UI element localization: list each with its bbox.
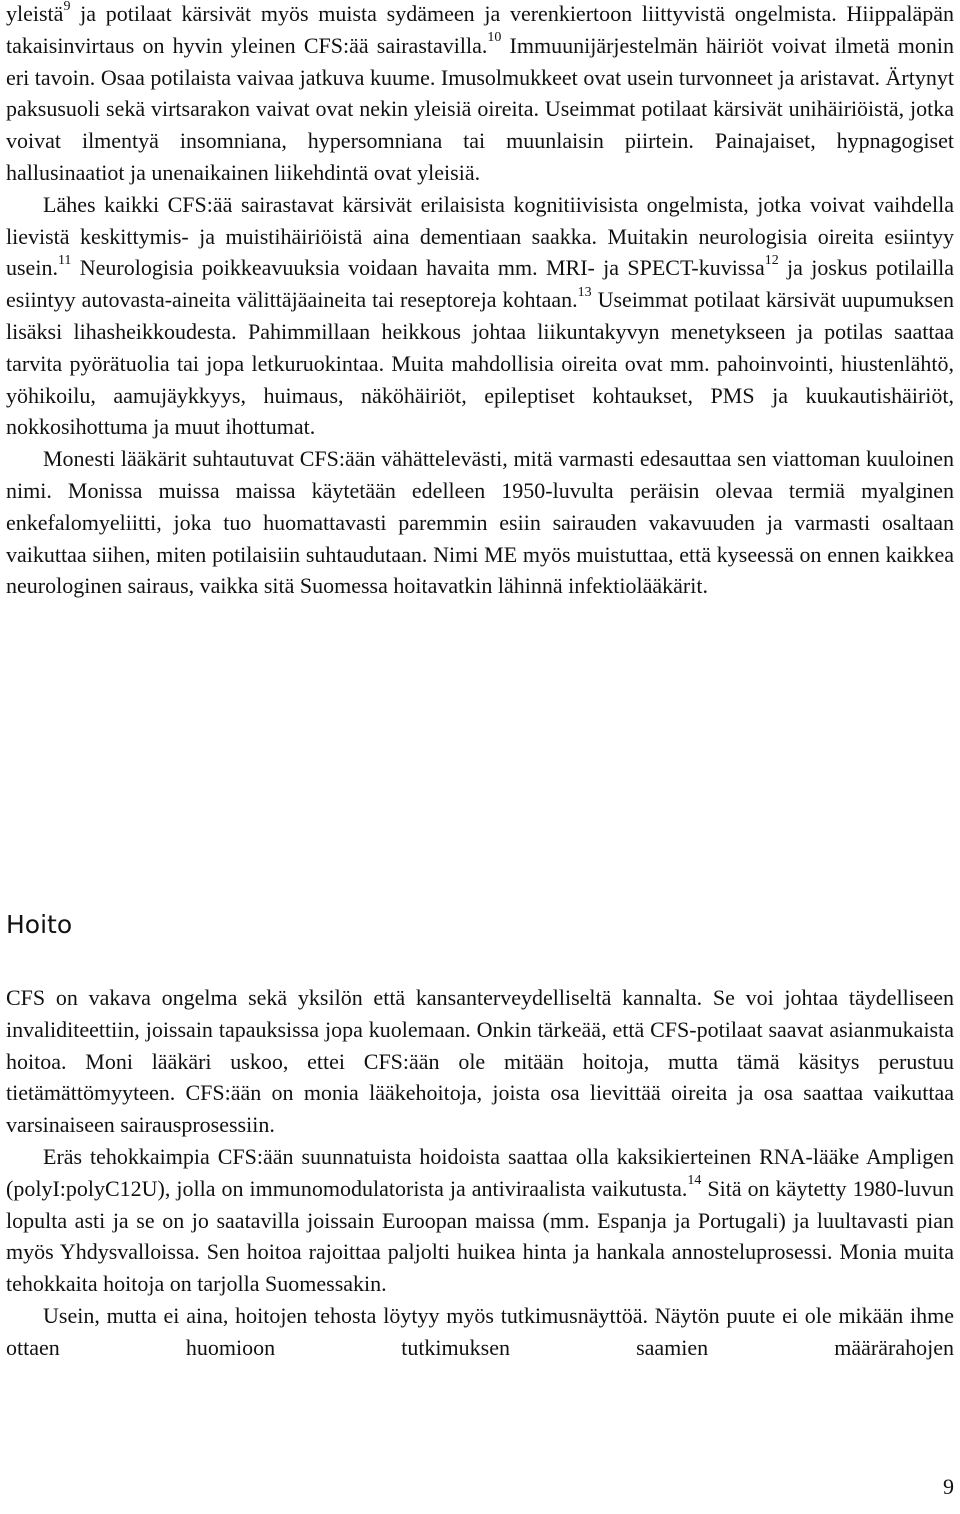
paragraph-research-evidence: Usein, mutta ei aina, hoitojen tehosta löytyy myös tutkimusnäyttöä. Näytön puute ei ole mikään ihme ottaen huomioon tutkimuksen saamien määrärahojen	[6, 1302, 954, 1360]
footnote-ref-14: 14	[687, 1173, 702, 1189]
footnote-ref-12: 12	[764, 253, 779, 269]
document-page	[6, 0, 955, 1360]
footnote-ref-13: 13	[577, 284, 592, 300]
paragraph-naming: Monesti lääkärit suhtautuvat CFS:ään vähättelevästi, mitä varmasti edesauttaa sen viattoman kuuloinen nimi. Monissa muissa maissa käytetään edelleen 1950-luvulta peräisin olevaa termiä myalginen enkefalomyeliitti, joka tuo huomattavasti paremmin esiin sairauden vakavuuden ja varmasti osaltaan vaikuttaa siihen, miten potilaisiin suhtaudutaan. Nimi ME myös muistuttaa, että kyseessä on ennen kaikkea neurologinen sairaus, vaikka sitä Suomessa hoitavatkin lähinnä infektiolääkärit.	[6, 446, 954, 599]
footnote-ref-10: 10	[487, 30, 502, 46]
footnote-ref-11: 11	[57, 253, 72, 269]
section-hoito-body	[6, 982, 954, 1364]
paragraph-symptoms-heart-immune: yleistä$^9$ ja potilaat kärsivät myös muista sydämeen ja verenkiertoon liittyvistä ongelmista. Hiippaläpän takaisinvirtaus on hyvin yleinen CFS:ää sairastavilla.$^{10}$ Immuunijärjestelmän häiriöt voivat ilmetä monin eri tavoin. Osaa potilaista vaivaa jatkuva kuume. Imusolmukkeet ovat usein turvonneet ja aristavat. Ärtynyt paksusuoli sekä virtsarakon vaivat ovat nekin yleisiä oireita. Useimmat potilaat kärsivät unihäiriöistä, jotka voivat ilmentyä insomniana, hypersomniana tai muunlaisin piirtein. Painajaiset, hypnagogiset hallusinaatiot ja unenaikainen liikehdintä ovat yleisiä.	[6, 0, 955, 185]
section-heading-hoito: Hoito	[6, 910, 73, 939]
paragraph-cognitive-neurological: Lähes kaikki CFS:ää sairastavat kärsivät erilaisista kognitiivisista ongelmista, jotka voivat vaihdella lievistä keskittymis- ja muistihäiriöistä aina dementiaan saakka. Muitakin neurologisia oireita esiintyy usein.$^{11}$ Neurologisia poikkeavuuksia voidaan havaita mm. MRI- ja SPECT-kuvissa$^{12}$ ja joskus potilailla esiintyy autovasta-aineita välittäjäaineita tai reseptoreja kohtaan.$^{13}$ Useimmat potilaat kärsivät uupumuksen lisäksi lihasheikkoudesta. Pahimmillaan heikkous johtaa liikuntakyvyn menetykseen ja potilas saattaa tarvita pyörätuolia tai jopa letkuruokintaa. Muita mahdollisia oireita ovat mm. pahoinvointi, hiustenlähtö, yöhikoilu, aamujäykkyys, huimaus, näköhäiriöt, epileptiset kohtaukset, PMS ja kuukautishäiriöt, nokkosihottuma ja muut ihottumat.	[6, 191, 954, 440]
paragraph-ampligen: Eräs tehokkaimpia CFS:ään suunnatuista hoidoista saattaa olla kaksikierteinen RNA-lääke Ampligen (polyI:polyC12U), jolla on immunomodulatorista ja antiviraalista vaikutusta.$^{14}$ Sitä on käytetty 1980-luvun lopulta asti ja se on jo saatavilla joissain Euroopan maissa (mm. Espanja ja Portugali) ja luultavasti pian myös Yhdysvalloissa. Sen hoitoa rajoittaa paljolti huikea hinta ja hankala annosteluprosessi. Monia muita tehokkaita hoitoja on tarjolla Suomessakin.	[6, 1143, 955, 1297]
paragraph-treatment-intro: CFS on vakava ongelma sekä yksilön että kansanterveydelliseltä kannalta. Se voi johtaa täydelliseen invaliditeettiin, joissain tapauksissa jopa kuolemaan. Onkin tärkeää, että CFS-potilaat saavat asianmukaista hoitoa. Moni lääkäri uskoo, ettei CFS:ään ole mitään hoitoja, mutta tämä käsitys perustuu tietämättömyyteen. CFS:ään on monia lääkehoitoja, joista osa lievittää oireita ja osa saattaa vaikuttaa varsinaiseen sairausprosessiin.	[6, 985, 954, 1138]
footnote-ref-9: 9	[63, 0, 71, 14]
page-number: 9	[943, 1474, 954, 1499]
